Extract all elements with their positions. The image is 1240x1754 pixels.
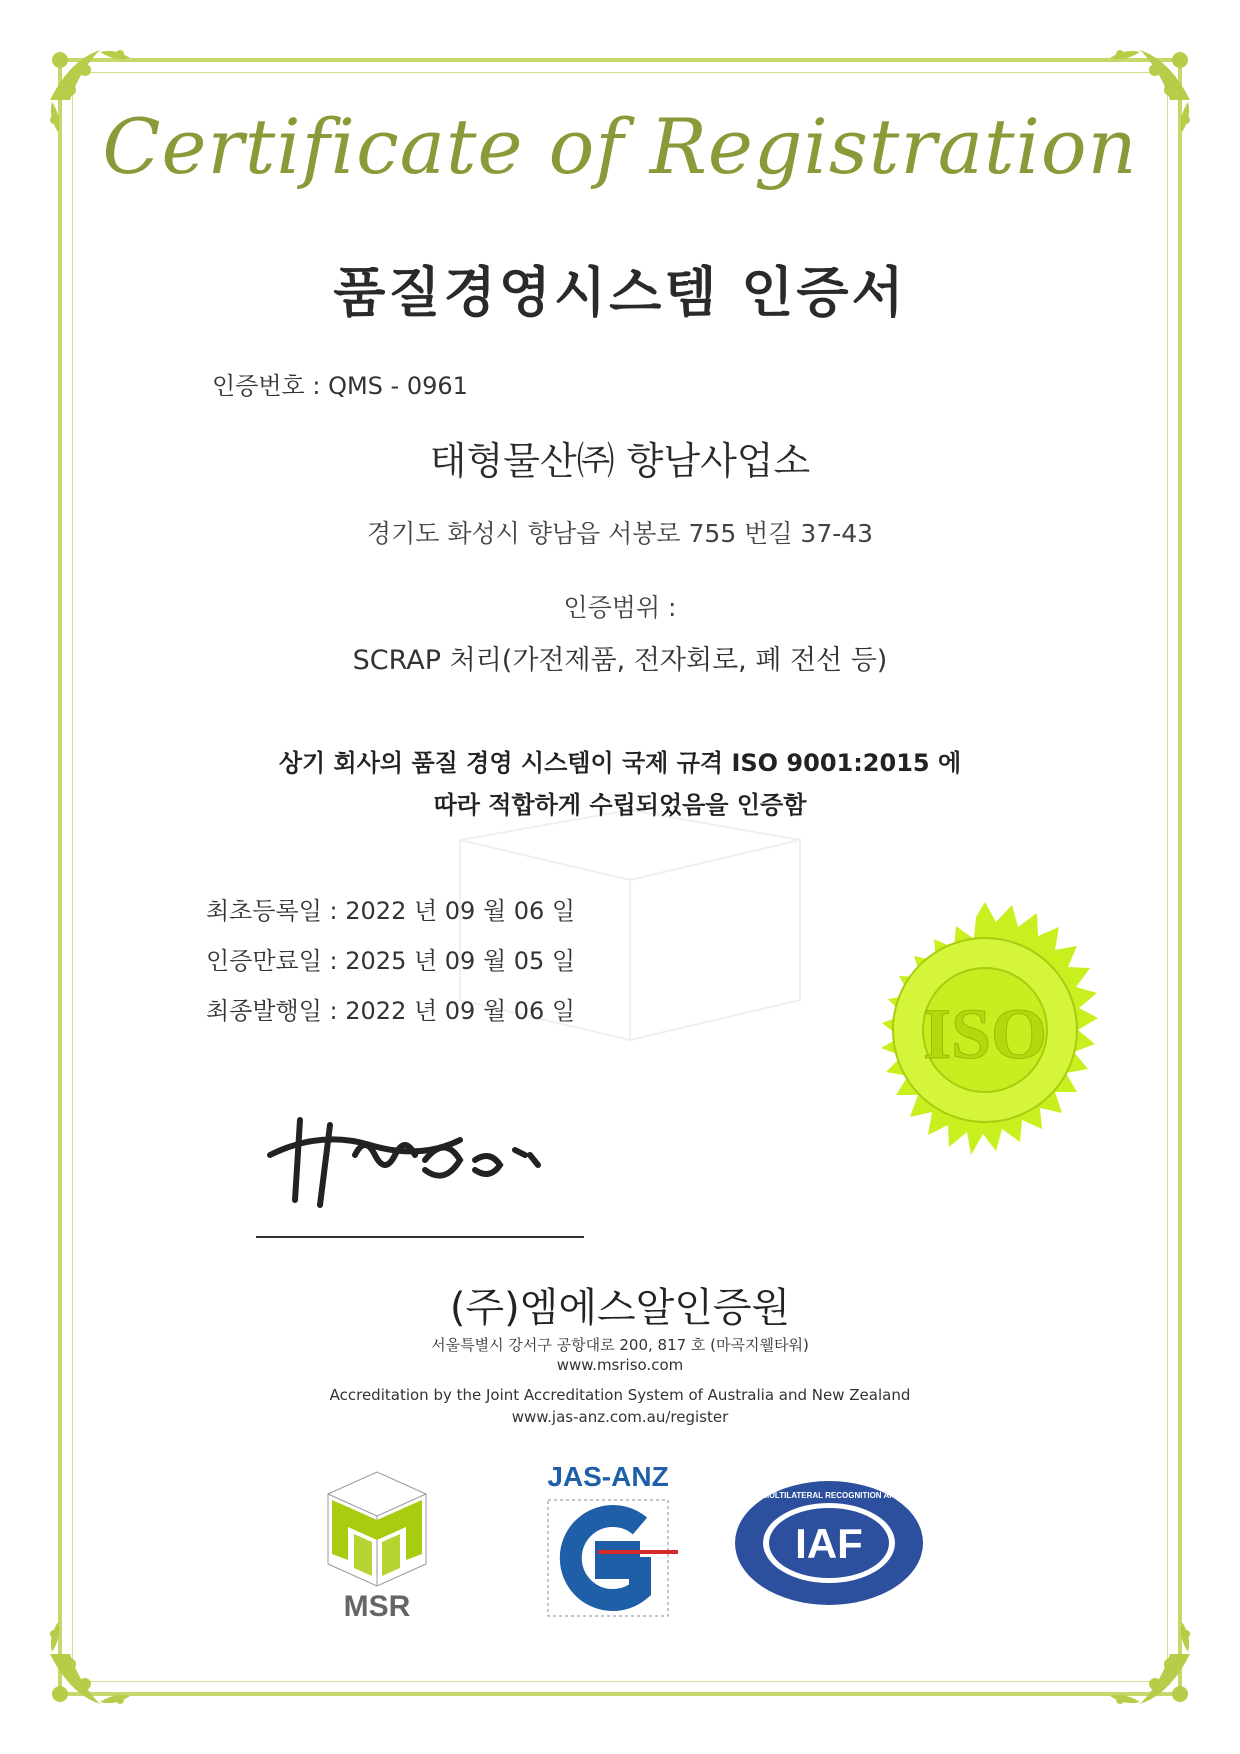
seal-center-text: ISO	[922, 994, 1048, 1074]
msr-logo-text: MSR	[343, 1590, 411, 1623]
scope-label: 인증범위 :	[563, 593, 677, 622]
iaf-logo-text: IAF	[795, 1520, 863, 1567]
statement-line: 상기 회사의 품질 경영 시스템이 국제 규격 ISO 9001:2015 에	[278, 749, 962, 777]
certificate-title-script: Certificate of Registration	[102, 102, 1138, 191]
corner-ornament-icon	[1080, 1594, 1200, 1714]
corner-ornament-icon	[40, 1594, 160, 1714]
issuer-name: (주)엠에스알인증원	[449, 1285, 791, 1331]
signature-line	[256, 1236, 584, 1238]
accreditation-website: www.jas-anz.com.au/register	[511, 1408, 729, 1426]
scope-text: SCRAP 처리(가전제품, 전자회로, 폐 전선 등)	[352, 645, 888, 676]
accreditation-text: Accreditation by the Joint Accreditation System of Australia and New Zealand	[329, 1386, 911, 1404]
iso-seal-icon	[850, 900, 1120, 1170]
certificate-number: 인증번호 : QMS - 0961	[212, 372, 468, 400]
first-registration-date: 최초등록일 : 2022 년 09 월 06 일	[206, 897, 576, 925]
company-name: 태형물산㈜ 향남사업소	[429, 439, 811, 483]
msr-logo-icon	[318, 1464, 436, 1624]
expiry-date: 인증만료일 : 2025 년 09 월 05 일	[206, 947, 576, 975]
certificate-title: 품질경영시스템 인증서	[333, 261, 907, 324]
jas-anz-logo-icon	[528, 1456, 688, 1626]
latest-issue-date: 최종발행일 : 2022 년 09 월 06 일	[206, 997, 576, 1025]
signature-icon	[260, 1100, 560, 1220]
jas-anz-logo-text: JAS-ANZ	[547, 1461, 669, 1492]
iaf-logo-icon	[711, 1478, 947, 1608]
statement-line: 따라 적합하게 수립되었음을 인증함	[433, 791, 807, 819]
issuer-address: 서울특별시 강서구 공항대로 200, 817 호 (마곡지웰타워)	[431, 1336, 809, 1354]
date-list	[206, 886, 575, 1036]
iaf-ring-text: MEMBER OF MULTILATERAL RECOGNITION ARRANGEMENT	[711, 1491, 947, 1500]
company-address: 경기도 화성시 향남읍 서봉로 755 번길 37-43	[366, 519, 874, 548]
issuer-website: www.msriso.com	[556, 1356, 684, 1374]
